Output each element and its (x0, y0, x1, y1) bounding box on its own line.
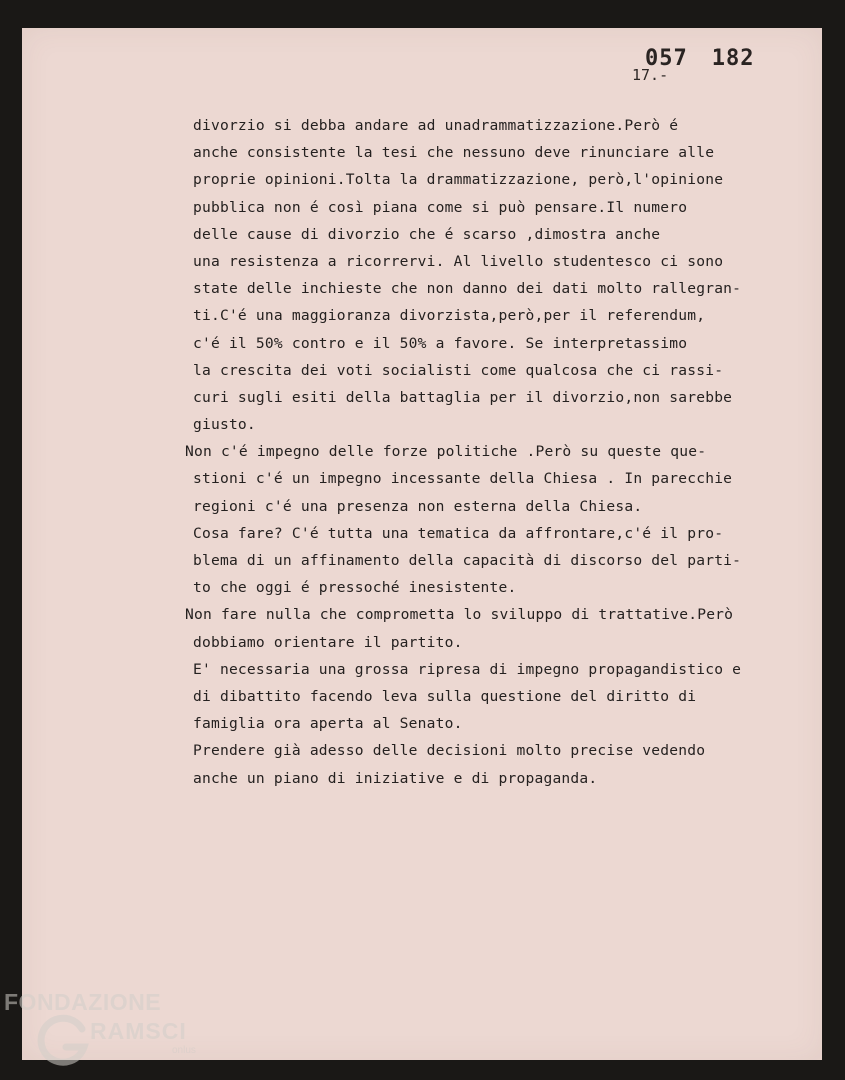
text-line: state delle inchieste che non danno dei dati molto rallegran- (193, 280, 742, 298)
text-line: ti.C'é una maggioranza divorzista,però,per il referendum, (193, 307, 706, 325)
text-line: blema di un affinamento della capacità di discorso del parti- (193, 552, 742, 569)
text-line: anche un piano di iniziative e di propaganda. (193, 769, 598, 787)
text-line: una resistenza a ricorrervi. Al livello studentesco ci sono (193, 252, 724, 270)
text-line: Non fare nulla che comprometta lo sviluppo di trattative.Però (185, 606, 734, 624)
text-line: la crescita dei voti socialisti come qualcosa che ci rassi- (193, 361, 724, 379)
text-line: di dibattito facendo leva sulla questione del diritto di (193, 687, 697, 705)
text-line: Cosa fare? C'é tutta una tematica da affrontare,c'é il pro- (193, 524, 724, 542)
watermark-line-3: onlus (172, 1045, 196, 1056)
page-number: 17.- (632, 66, 669, 84)
text-line: stioni c'é un impegno incessante della Chiesa . In parecchie (193, 470, 733, 488)
text-line: Prendere già adesso delle decisioni molto precise vedendo (193, 742, 706, 760)
watermark-line-2: RAMSCI (90, 1018, 187, 1044)
text-line: giusto. (193, 416, 256, 434)
text-line: anche consistente la tesi che nessuno deve rinunciare alle (193, 144, 715, 162)
watermark-line-1: FONDAZIONE (4, 989, 162, 1015)
archive-number-secondary: 182 (711, 46, 755, 71)
text-line: E' necessaria una grossa ripresa di impegno propagandistico e (193, 660, 742, 678)
text-line: curi sugli esiti della battaglia per il divorzio,non sarebbe (193, 388, 733, 406)
text-line: regioni c'é una presenza non esterna della Chiesa. (193, 497, 643, 515)
text-line: proprie opinioni.Tolta la drammatizzazione, però,l'opinione (193, 171, 724, 189)
text-line: dobbiamo orientare il partito. (193, 633, 463, 651)
text-line: divorzio si debba andare ad unadrammatizzazione.Però é (193, 117, 679, 134)
fondazione-gramsci-watermark (0, 985, 220, 1075)
text-line: delle cause di divorzio che é scarso ,dimostra anche (193, 225, 661, 243)
text-line: pubblica non é così piana come si può pensare.Il numero (193, 198, 688, 216)
text-line: famiglia ora aperta al Senato. (193, 715, 463, 733)
archive-number-primary: 057 (645, 46, 688, 71)
text-line: to che oggi é pressoché inesistente. (193, 579, 517, 597)
text-line: Non c'é impegno delle forze politiche .Però su queste que- (185, 443, 707, 461)
document-body (185, 112, 803, 792)
g-logo-icon (36, 1013, 92, 1069)
text-line: c'é il 50% contro e il 50% a favore. Se interpretassimo (193, 334, 688, 352)
